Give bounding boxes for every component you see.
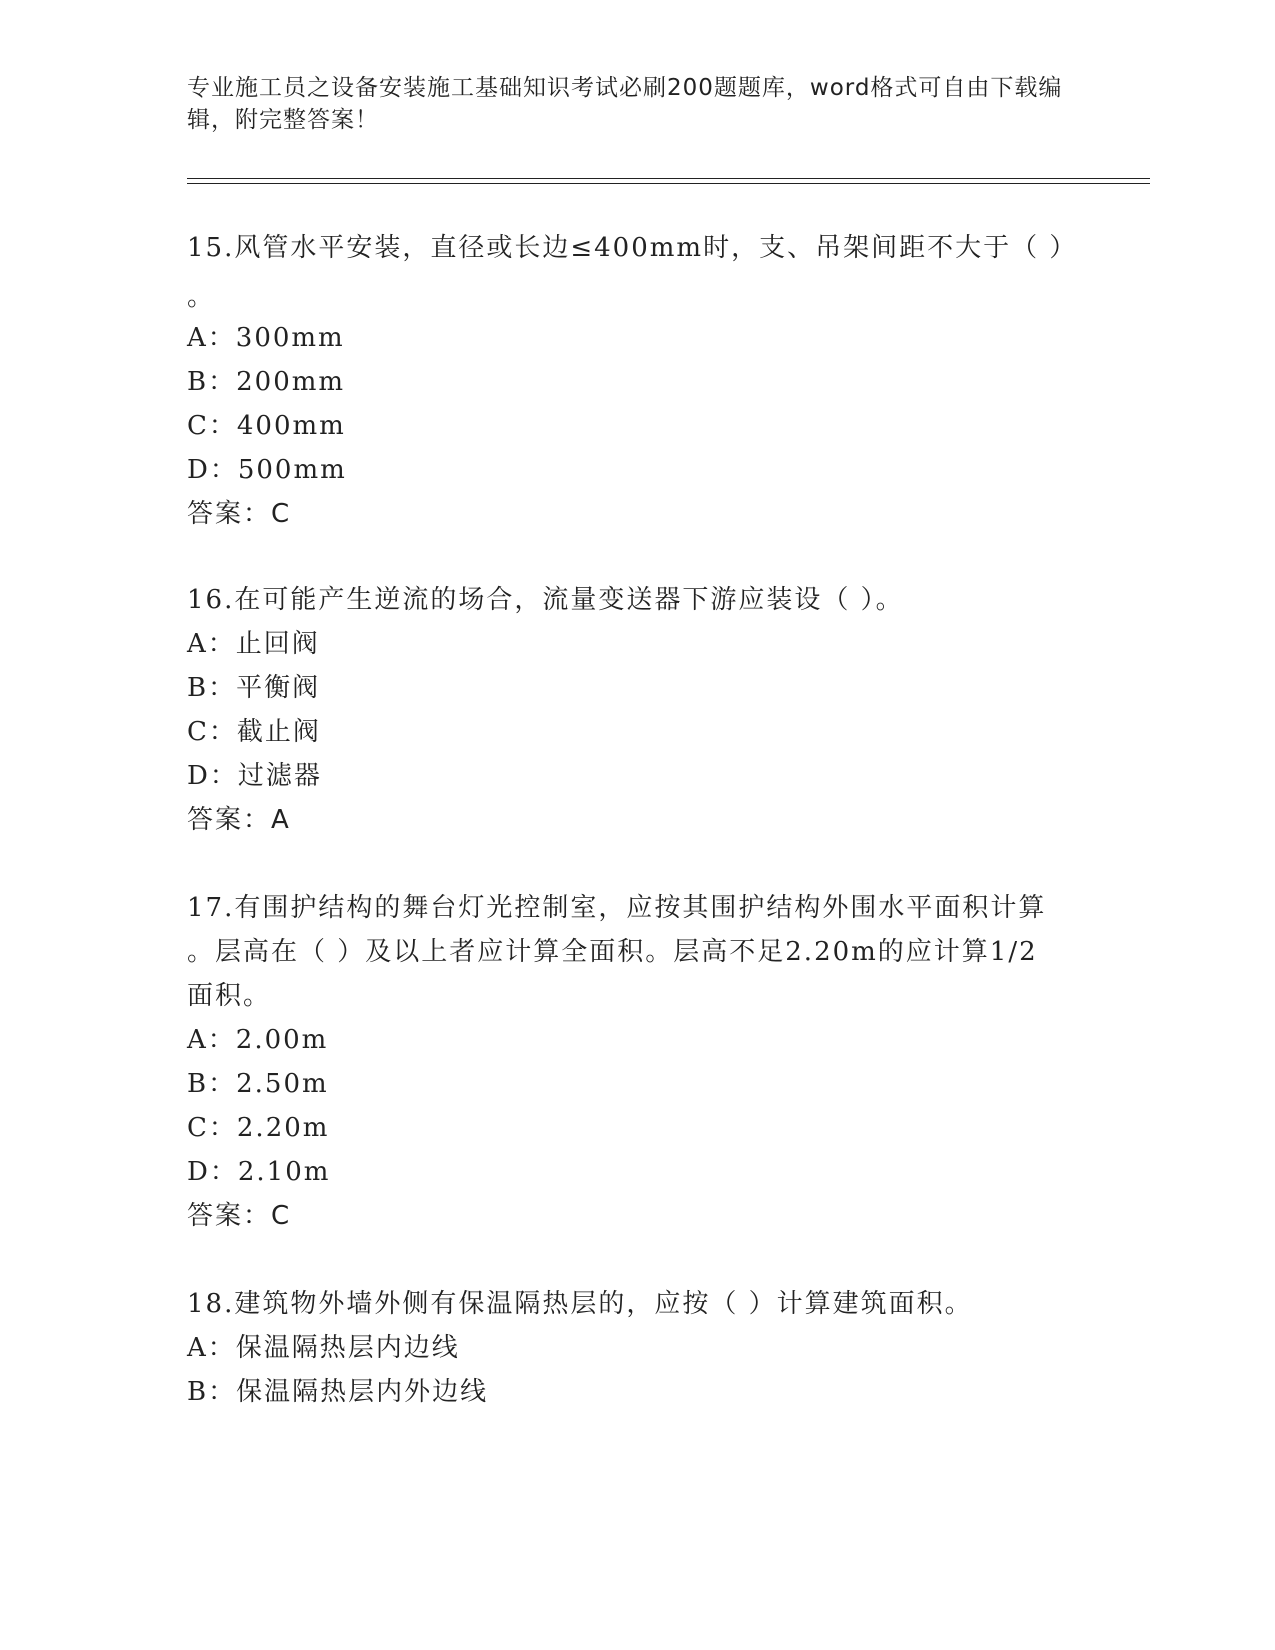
question-16-option-b: B：平衡阀 xyxy=(187,673,321,703)
question-15-option-d: D：500mm xyxy=(187,455,347,485)
document-header: 专业施工员之设备安装施工基础知识考试必刷200题题库，word格式可自由下载编辑，附完整答案！ xyxy=(187,75,1063,133)
question-15-option-b: B：200mm xyxy=(187,367,346,397)
question-18-option-a: A：保温隔热层内边线 xyxy=(187,1333,460,1363)
question-18-option-b: B：保温隔热层内外边线 xyxy=(187,1377,489,1407)
question-15-stem-line-1: 15.风管水平安装，直径或长边≤400mm时，支、吊架间距不大于（ ） xyxy=(187,233,1078,263)
question-17-stem-line-1: 17.有围护结构的舞台灯光控制室，应按其围护结构外围水平面积计算 xyxy=(187,893,1047,923)
question-16-option-d: D：过滤器 xyxy=(187,761,322,791)
question-17-stem-line-3: 面积。 xyxy=(187,981,272,1011)
question-15-stem-line-2: 。 xyxy=(187,282,216,312)
question-17-option-c: C：2.20m xyxy=(187,1113,330,1143)
question-17-option-a: A：2.00m xyxy=(187,1025,329,1055)
question-15-option-a: A：300mm xyxy=(187,323,345,353)
question-17-answer: 答案：C xyxy=(187,1201,292,1231)
question-18-stem-line-1: 18.建筑物外墙外侧有保温隔热层的，应按（ ）计算建筑面积。 xyxy=(187,1289,973,1319)
question-16-option-a: A：止回阀 xyxy=(187,629,320,659)
question-17-option-b: B：2.50m xyxy=(187,1069,329,1099)
question-16-option-c: C：截止阀 xyxy=(187,717,321,747)
question-16-stem-line-1: 16.在可能产生逆流的场合，流量变送器下游应装设（ ）。 xyxy=(187,585,904,615)
question-16-answer: 答案：A xyxy=(187,805,291,835)
question-15-answer: 答案：C xyxy=(187,499,292,529)
header-divider-bottom xyxy=(187,183,1150,184)
header-divider-top xyxy=(187,178,1150,179)
question-15-option-c: C：400mm xyxy=(187,411,346,441)
question-17-option-d: D：2.10m xyxy=(187,1157,331,1187)
question-17-stem-line-2: 。层高在（ ）及以上者应计算全面积。层高不足2.20m的应计算1/2 xyxy=(187,937,1038,967)
